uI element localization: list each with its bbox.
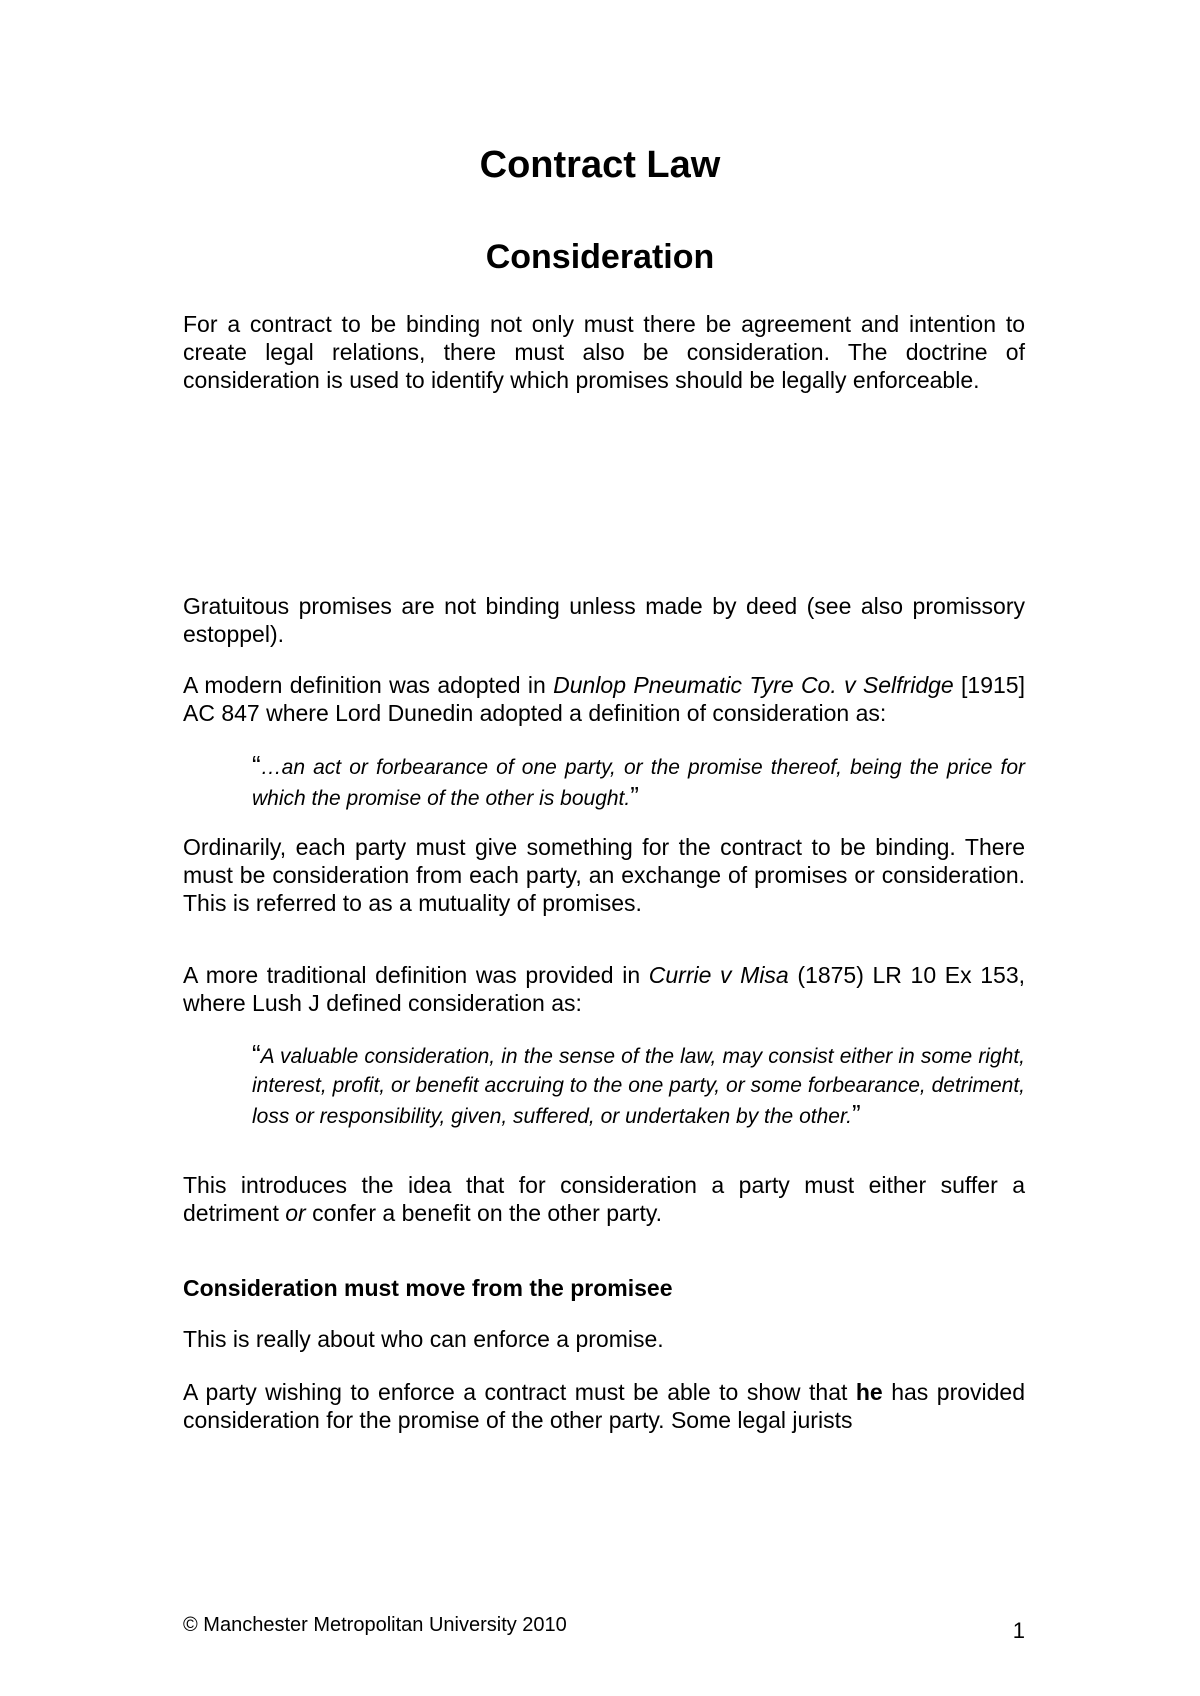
quote-dunedin: “…an act or forbearance of one party, or the promise thereof, being the price for which the promise of the other is bought.” [252,750,1025,811]
case-name: Currie v Misa [648,962,789,988]
page-number: 1 [1012,1618,1025,1643]
emphasis: or [285,1200,306,1226]
document-title: Contract Law [479,144,721,186]
document-subtitle: Consideration [485,238,715,276]
paragraph-detriment-benefit: This introduces the idea that for consideration a party must either suffer a detriment or confer a benefit on the other party. [183,1172,1025,1226]
case-name: Dunlop Pneumatic Tyre Co. v Selfridge [553,672,954,698]
paragraph-modern-definition: A modern definition was adopted in Dunlop Pneumatic Tyre Co. v Selfridge [1915] AC 847 where Lord Dunedin adopted a definition of consideration as: [183,672,1025,726]
paragraph-traditional-definition: A more traditional definition was provided in Currie v Misa (1875) LR 10 Ex 153, where Lush J defined consideration as: [183,962,1025,1016]
section-heading: Consideration must move from the promisee [183,1275,673,1301]
paragraph-enforce: This is really about who can enforce a promise. [183,1326,664,1352]
quote-lush: “A valuable consideration, in the sense of the law, may consist either in some right, interest, profit, or benefit accruing to the one party, or some forbearance, detriment, loss or responsibility, given, suffered, or undertaken by the other.” [252,1039,1025,1129]
paragraph-intro: For a contract to be binding not only must there be agreement and intention to create legal relations, there must also be consideration. The doctrine of consideration is used to identify which promises should be legally enforceable. [183,311,1025,393]
paragraph-gratuitous: Gratuitous promises are not binding unless made by deed (see also promissory estoppel). [183,593,1025,647]
paragraph-mutuality: Ordinarily, each party must give something for the contract to be binding. There must be consideration from each party, an exchange of promises or consideration. This is referred to as a mutuality of promises. [183,834,1025,916]
footer-copyright: © Manchester Metropolitan University 2010 [183,1614,567,1636]
paragraph-promisee: A party wishing to enforce a contract must be able to show that he has provided consideration for the promise of the other party. Some legal jurists [183,1379,1025,1433]
bold-emphasis: he [855,1379,883,1405]
